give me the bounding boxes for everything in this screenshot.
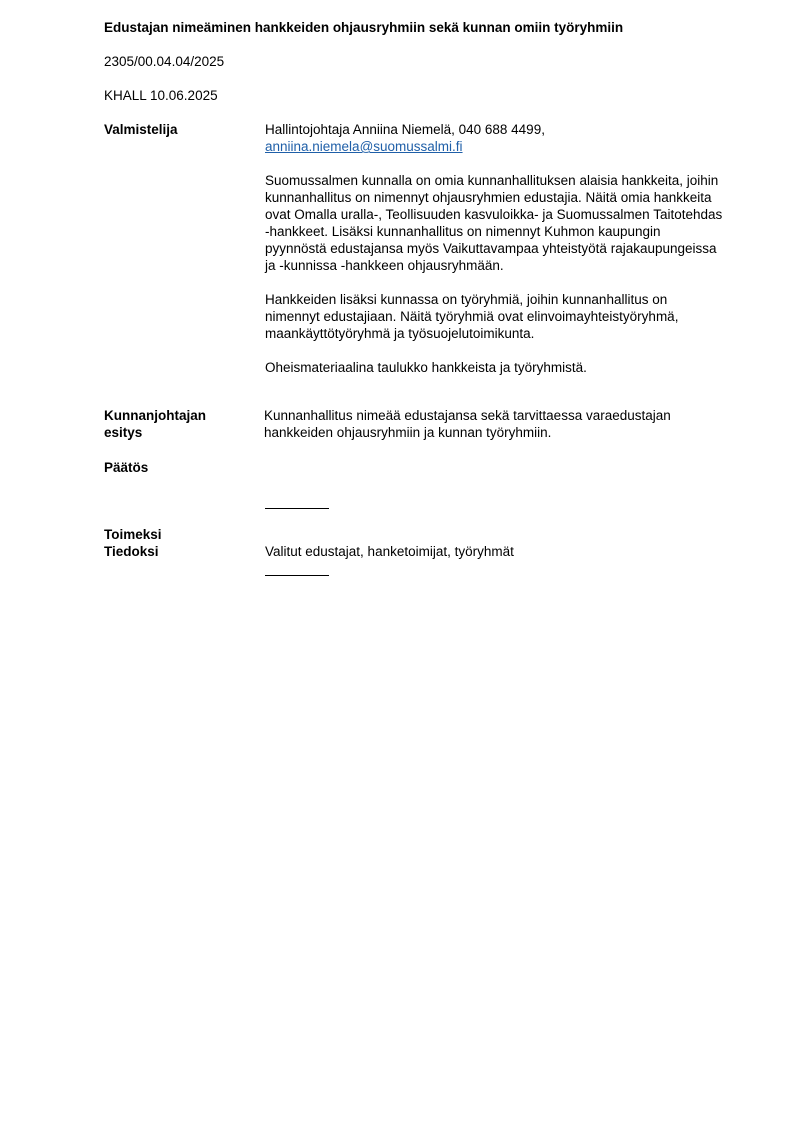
- preparer-name-line: Hallintojohtaja Anniina Niemelä, 040 688 4499,: [265, 122, 545, 137]
- tiedoksi-text: Valitut edustajat, hanketoimijat, työryhmät: [265, 544, 514, 559]
- proposal-text: Kunnanhallitus nimeää edustajansa sekä tarvittaessa varaedustajan hankkeiden ohjausryhmiin ja kunnan työryhmiin.: [264, 408, 671, 440]
- proposal-label: [104, 407, 254, 441]
- tiedoksi-divider: [265, 575, 329, 576]
- toimeksi-label: Toimeksi: [104, 527, 162, 542]
- proposal-label-line2: esitys: [104, 425, 143, 440]
- preparer-section: [265, 121, 725, 393]
- preparer-email-link[interactable]: anniina.niemela@suomussalmi.fi: [265, 139, 463, 154]
- tiedoksi-label: Tiedoksi: [104, 544, 159, 559]
- preparer-label: Valmistelija: [104, 122, 178, 137]
- preparer-paragraph-2: Hankkeiden lisäksi kunnassa on työryhmiä, joihin kunnanhallitus on nimennyt edustajiaan. Näitä työryhmiä ovat elinvoimayhteistyöryhmä, maankäyttötyöryhmä ja työsuojelutoimikunta.: [265, 292, 679, 341]
- document-title: Edustajan nimeäminen hankkeiden ohjausryhmiin sekä kunnan omiin työryhmiin: [104, 20, 624, 35]
- meeting-date: KHALL 10.06.2025: [104, 88, 218, 103]
- preparer-paragraph-3: Oheismateriaalina taulukko hankkeista ja työryhmistä.: [265, 360, 587, 375]
- proposal-label-line1: Kunnanjohtajan: [104, 408, 206, 423]
- decision-label: Päätös: [104, 460, 149, 475]
- decision-divider: [265, 508, 329, 509]
- preparer-paragraph-1: Suomussalmen kunnalla on omia kunnanhallituksen alaisia hankkeita, joihin kunnanhallitus on nimennyt ohjausryhmien edustajia. Näitä omia hankkeita ovat Omalla uralla-, Teollisuuden kasvuloikka- ja Suomussalmen Taitotehdas -hankkeet. Lisäksi kunnanhallitus on nimennyt Kuhmon kaupungin pyynnöstä edustajansa myös Vaikuttavampaa yhteistyötä rajakaupungeissa ja -kunnissa -hankkeen ohjausryhmään.: [265, 173, 723, 273]
- case-number: 2305/00.04.04/2025: [104, 54, 225, 69]
